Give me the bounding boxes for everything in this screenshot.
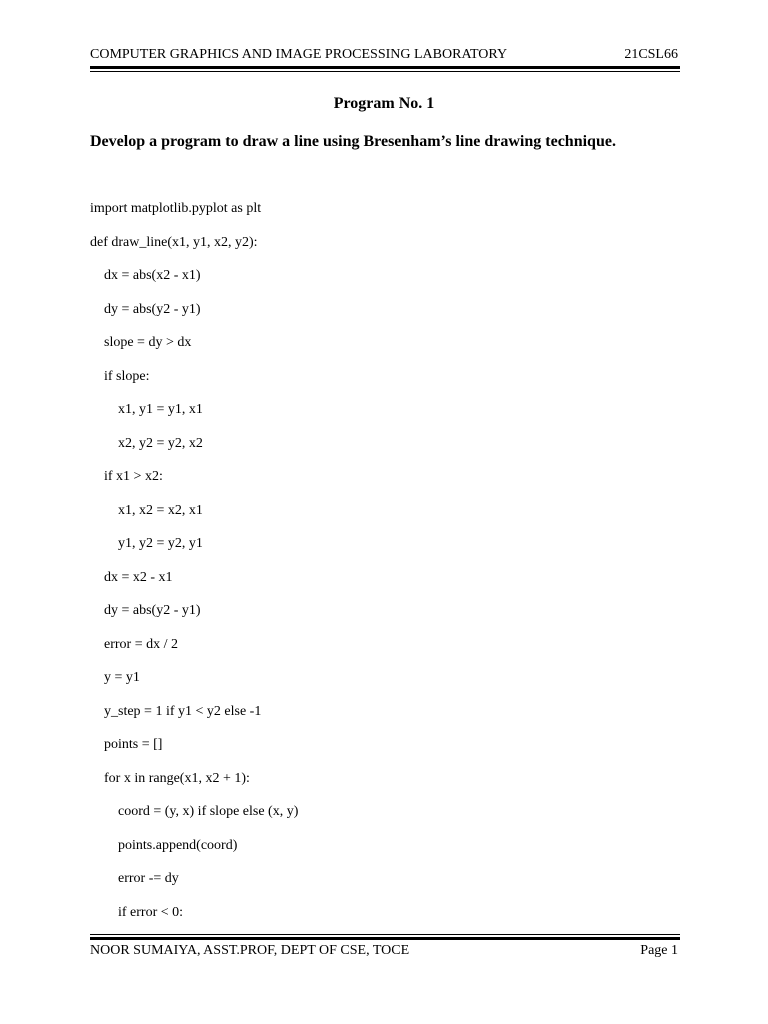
code-line: error = dx / 2 [90, 636, 178, 652]
code-line: x2, y2 = y2, x2 [90, 435, 203, 451]
code-line: coord = (y, x) if slope else (x, y) [90, 804, 299, 819]
course-code: 21CSL66 [624, 47, 678, 62]
page-header [90, 46, 678, 64]
code-line: dx = abs(x2 - x1) [90, 268, 201, 283]
code-line: slope = dy > dx [90, 335, 192, 350]
footer-author: NOOR SUMAIYA, ASST.PROF, DEPT OF CSE, TOCE [90, 943, 410, 958]
page-number: Page 1 [640, 943, 678, 958]
code-line: def draw_line(x1, y1, x2, y2): [90, 234, 258, 250]
code-line: dy = abs(y2 - y1) [90, 603, 201, 618]
code-line: dx = x2 - x1 [90, 569, 173, 585]
code-line: y_step = 1 if y1 < y2 else -1 [90, 703, 262, 719]
code-line: if x1 > x2: [90, 469, 163, 484]
program-aim: Develop a program to draw a line using Bresenham’s line drawing technique. [90, 133, 616, 150]
code-line: dy = abs(y2 - y1) [90, 301, 201, 317]
footer-rule-thin [90, 934, 680, 935]
code-line: import matplotlib.pyplot as plt [90, 201, 262, 216]
code-line: x1, y1 = y1, x1 [90, 402, 203, 417]
footer-rule-thick [90, 937, 680, 940]
code-line: points = [] [90, 737, 163, 752]
code-line: error -= dy [90, 871, 179, 886]
code-line: if slope: [90, 368, 150, 384]
code-line: x1, x2 = x2, x1 [90, 502, 203, 518]
code-line: for x in range(x1, x2 + 1): [90, 770, 250, 786]
lab-title: COMPUTER GRAPHICS AND IMAGE PROCESSING LABORATORY [90, 47, 508, 62]
header-rule-thick [90, 66, 680, 69]
program-title: Program No. 1 [333, 95, 435, 112]
code-line: y = y1 [90, 670, 140, 685]
code-line: points.append(coord) [90, 837, 238, 853]
code-line: y1, y2 = y2, y1 [90, 536, 203, 551]
header-rule-thin [90, 71, 680, 72]
code-line: if error < 0: [90, 904, 184, 920]
code-listing [90, 200, 298, 937]
page-footer [90, 942, 678, 960]
